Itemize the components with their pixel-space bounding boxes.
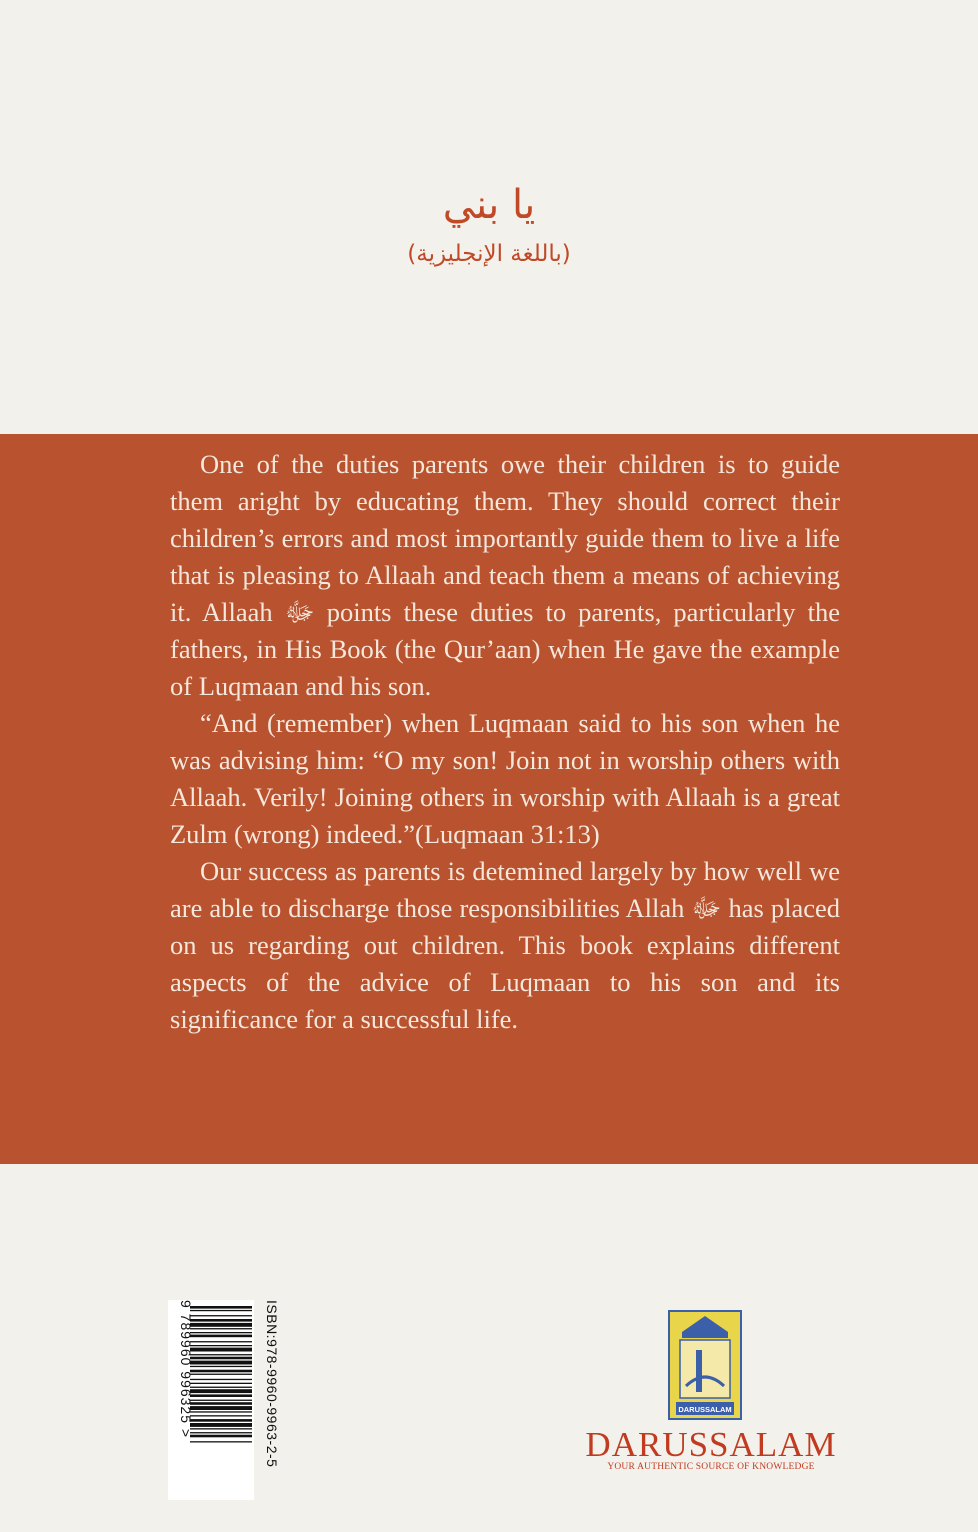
publisher-tagline: YOUR AUTHENTIC SOURCE OF KNOWLEDGE	[607, 1462, 815, 1472]
isbn-label: ISBN:978-9960-9963-2-5	[264, 1300, 280, 1468]
darussalam-logo	[668, 1310, 742, 1420]
logo-text: DARUSSALAM	[678, 1405, 732, 1414]
publisher-name: DARUSSALAM	[585, 1425, 837, 1464]
arabic-title: يا بني	[442, 182, 536, 228]
arabic-subtitle: (باللغة الإنجليزية)	[407, 241, 571, 267]
blurb-paragraph-2: “And (remember) when Luqmaan said to his son when he was advising him: “O my son! Join not in worship others with Allaah. Verily! Joining others in worship with Allaah is a great Zulm (wrong) indeed.”(Luqmaan 31:13)	[170, 708, 840, 849]
blurb-band	[0, 434, 978, 1164]
blurb-paragraph-3: Our success as parents is detemined largely by how well we are able to discharge those responsibilities Allah ﷻ has placed on us regarding out children. This book explains different aspects of the advice of Luqmaan to his son and its significance for a successful life.	[170, 856, 840, 1034]
blurb-text	[170, 446, 840, 1038]
barcode-digits: 9 789960 996325 >	[178, 1300, 194, 1439]
blurb-paragraph-1: One of the duties parents owe their children is to guide them aright by educating them. They should correct their children’s errors and most importantly guide them to live a life that is pleasing to Allaah and teach them a means of achieving it. Allaah ﷻ points these duties to parents, particularly the fathers, in His Book (the Qur’aan) when He gave the example of Luqmaan and his son.	[170, 449, 841, 701]
